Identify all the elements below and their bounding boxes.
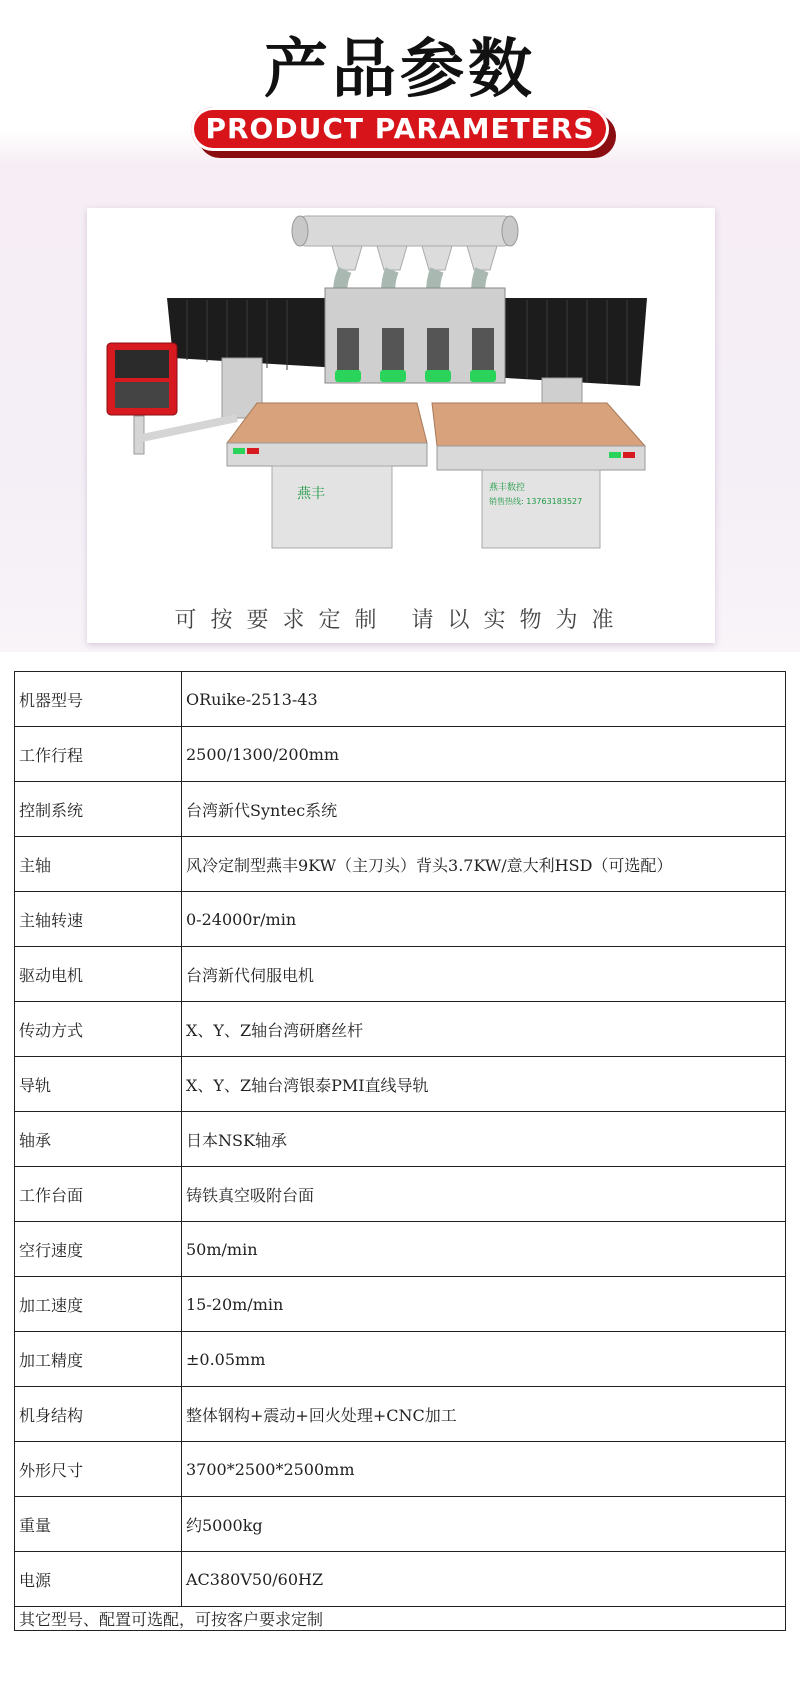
spec-value: 50m/min	[182, 1222, 786, 1277]
table-row	[15, 1277, 786, 1332]
photo-caption: 可按要求定制 请以实物为准	[174, 608, 628, 633]
spec-value: AC380V50/60HZ	[182, 1552, 786, 1607]
panel-text-1: 燕丰数控	[489, 483, 526, 493]
spec-value: X、Y、Z轴台湾研磨丝杆	[182, 1002, 786, 1057]
spec-value: 2500/1300/200mm	[182, 727, 786, 782]
spec-table-body	[15, 672, 786, 1631]
spec-value: ±0.05mm	[182, 1332, 786, 1387]
cnc-machine-illustration	[87, 208, 715, 598]
spec-label: 控制系统	[15, 782, 182, 837]
spec-label: 传动方式	[15, 1002, 182, 1057]
table-note-row	[15, 1607, 786, 1631]
table-row	[15, 1442, 786, 1497]
spec-value: 台湾新代Syntec系统	[182, 782, 786, 837]
table-row	[15, 837, 786, 892]
spec-value: 3700*2500*2500mm	[182, 1442, 786, 1497]
table-row	[15, 782, 786, 837]
spec-label: 工作行程	[15, 727, 182, 782]
table-row	[15, 1552, 786, 1607]
subtitle-badge: PRODUCT PARAMETERS	[191, 107, 609, 151]
panel-text-2: 销售热线: 13763183527	[489, 497, 583, 506]
spec-label: 主轴转速	[15, 892, 182, 947]
spec-value: X、Y、Z轴台湾银泰PMI直线导轨	[182, 1057, 786, 1112]
spec-value: 台湾新代伺服电机	[182, 947, 786, 1002]
brand-logo-text: 燕丰	[297, 486, 325, 502]
spec-table	[14, 671, 786, 1631]
table-row	[15, 672, 786, 727]
page-title: 产品参数	[264, 33, 536, 107]
spec-value: 整体钢构+震动+回火处理+CNC加工	[182, 1387, 786, 1442]
spec-label: 驱动电机	[15, 947, 182, 1002]
spec-label: 外形尺寸	[15, 1442, 182, 1497]
table-note: 其它型号、配置可选配，可按客户要求定制	[15, 1607, 786, 1631]
spec-label: 加工精度	[15, 1332, 182, 1387]
table-row	[15, 947, 786, 1002]
spec-label: 加工速度	[15, 1277, 182, 1332]
spec-value: 0-24000r/min	[182, 892, 786, 947]
spec-label: 导轨	[15, 1057, 182, 1112]
table-row	[15, 1167, 786, 1222]
spec-label: 机身结构	[15, 1387, 182, 1442]
product-photo	[87, 208, 715, 643]
spec-value: 铸铁真空吸附台面	[182, 1167, 786, 1222]
table-row	[15, 1497, 786, 1552]
spec-value: 15-20m/min	[182, 1277, 786, 1332]
table-row	[15, 727, 786, 782]
spec-label: 工作台面	[15, 1167, 182, 1222]
spec-value: 日本NSK轴承	[182, 1112, 786, 1167]
table-row	[15, 1057, 786, 1112]
spec-label: 轴承	[15, 1112, 182, 1167]
table-row	[15, 1387, 786, 1442]
spec-label: 重量	[15, 1497, 182, 1552]
table-row	[15, 1112, 786, 1167]
spec-value: ORuike-2513-43	[182, 672, 786, 727]
header	[0, 0, 800, 162]
table-row	[15, 1002, 786, 1057]
table-row	[15, 1222, 786, 1277]
spec-label: 电源	[15, 1552, 182, 1607]
spec-value: 风冷定制型燕丰9KW（主刀头）背头3.7KW/意大利HSD（可选配）	[182, 837, 786, 892]
spec-value: 约5000kg	[182, 1497, 786, 1552]
table-row	[15, 1332, 786, 1387]
spec-label: 主轴	[15, 837, 182, 892]
spec-label: 机器型号	[15, 672, 182, 727]
table-row	[15, 892, 786, 947]
spec-label: 空行速度	[15, 1222, 182, 1277]
